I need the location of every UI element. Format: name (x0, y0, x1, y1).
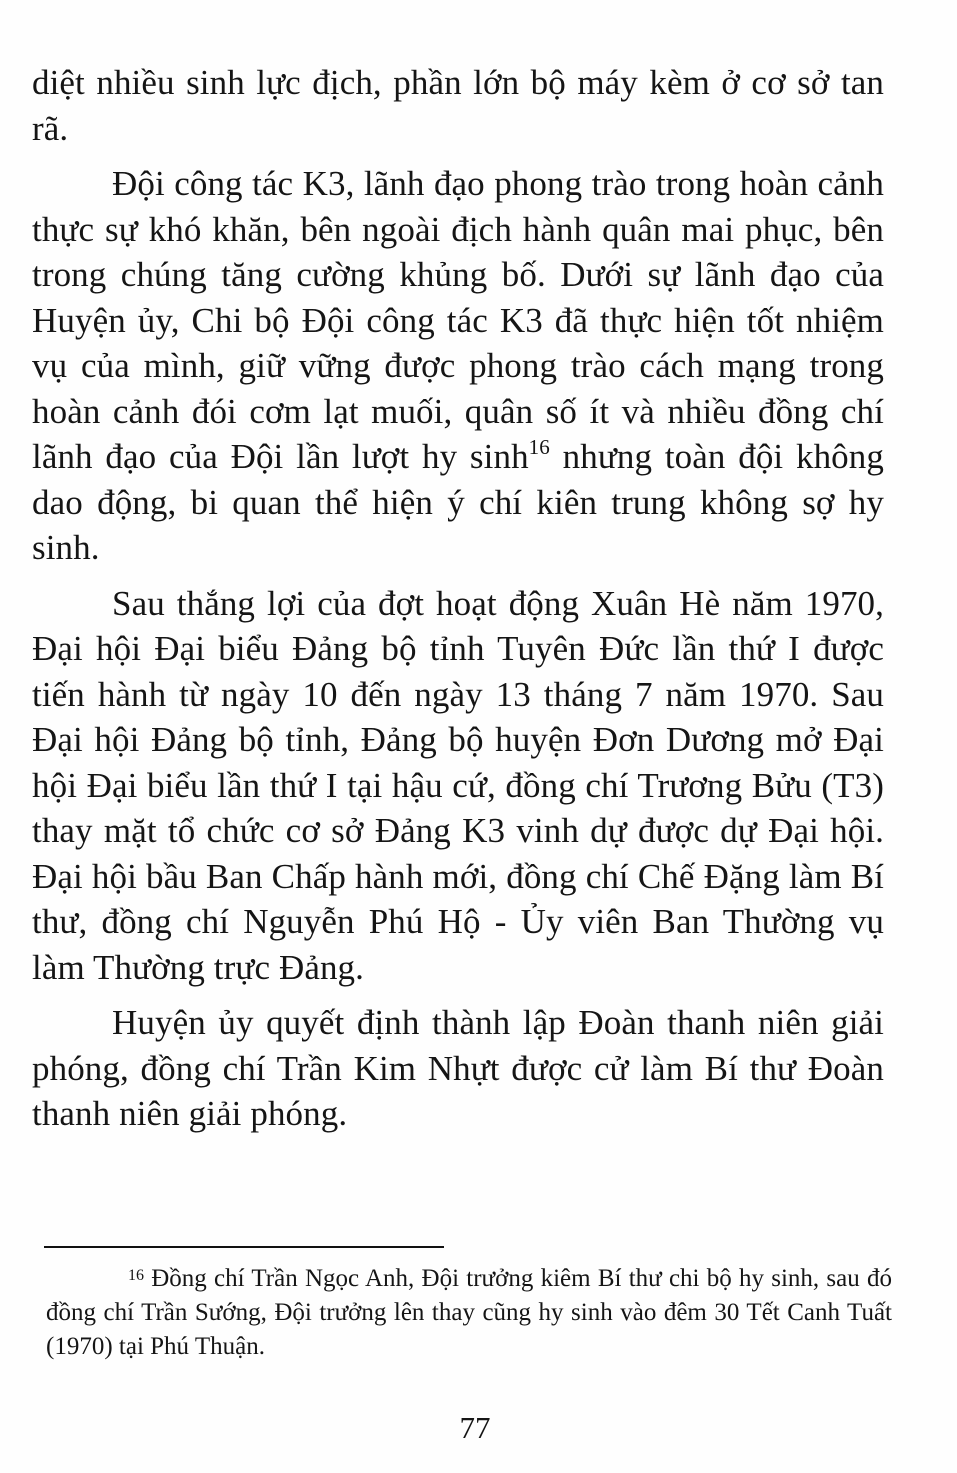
paragraph-k3-team-text-end: nhưng toàn đội không dao động, bi quan thể hiện ý chí kiên trung không sợ hy sinh. (32, 437, 884, 567)
page-number: 77 (459, 1410, 491, 1445)
footnote (46, 1262, 892, 1364)
paragraph-k3-team-text: Đội công tác K3, lãnh đạo phong trào trong hoàn cảnh thực sự khó khăn, bên ngoài địch hành quân mai phục, bên trong chúng tăng cường khủng bố. Dưới sự lãnh đạo của Huyện ủy, Chi bộ Đội công tác K3 đã thực hiện tốt nhiệm vụ của mình, giữ vững được phong trào cách mạng trong hoàn cảnh đói cơm lạt muối, quân số ít và nhiều đồng chí lãnh đạo của Đội lần lượt hy sinh (32, 164, 884, 476)
footnote-text: Đồng chí Trần Ngọc Anh, Đội trưởng kiêm Bí thư chi bộ hy sinh, sau đó đồng chí Trần Sướng, Đội trưởng lên thay cũng hy sinh vào đêm 30 Tết Canh Tuất (1970) tại Phú Thuận. (46, 1265, 892, 1360)
paragraph-k3-team (32, 161, 884, 571)
footnote-mark: 16 (128, 1267, 144, 1284)
body-text (32, 60, 884, 1147)
paragraph-continued: diệt nhiều sinh lực địch, phần lớn bộ máy kèm ở cơ sở tan rã. (32, 63, 884, 148)
paragraph-youth-union: Huyện ủy quyết định thành lập Đoàn thanh niên giải phóng, đồng chí Trần Kim Nhựt được cử làm Bí thư Đoàn thanh niên giải phóng. (32, 1003, 884, 1133)
footnote-reference[interactable]: 16 (528, 435, 550, 459)
footnote-divider (44, 1246, 444, 1248)
paragraph-party-congress: Sau thắng lợi của đợt hoạt động Xuân Hè năm 1970, Đại hội Đại biểu Đảng bộ tỉnh Tuyên Đức lần thứ I được tiến hành từ ngày 10 đến ngày 13 tháng 7 năm 1970. Sau Đại hội Đảng bộ tỉnh, Đảng bộ huyện Đơn Dương mở Đại hội Đại biểu lần thứ I tại hậu cứ, đồng chí Trương Bửu (T3) thay mặt tổ chức cơ sở Đảng K3 vinh dự được dự Đại hội. Đại hội bầu Ban Chấp hành mới, đồng chí Chế Đặng làm Bí thư, đồng chí Nguyễn Phú Hộ - Ủy viên Ban Thường vụ làm Thường trực Đảng. (32, 583, 884, 987)
